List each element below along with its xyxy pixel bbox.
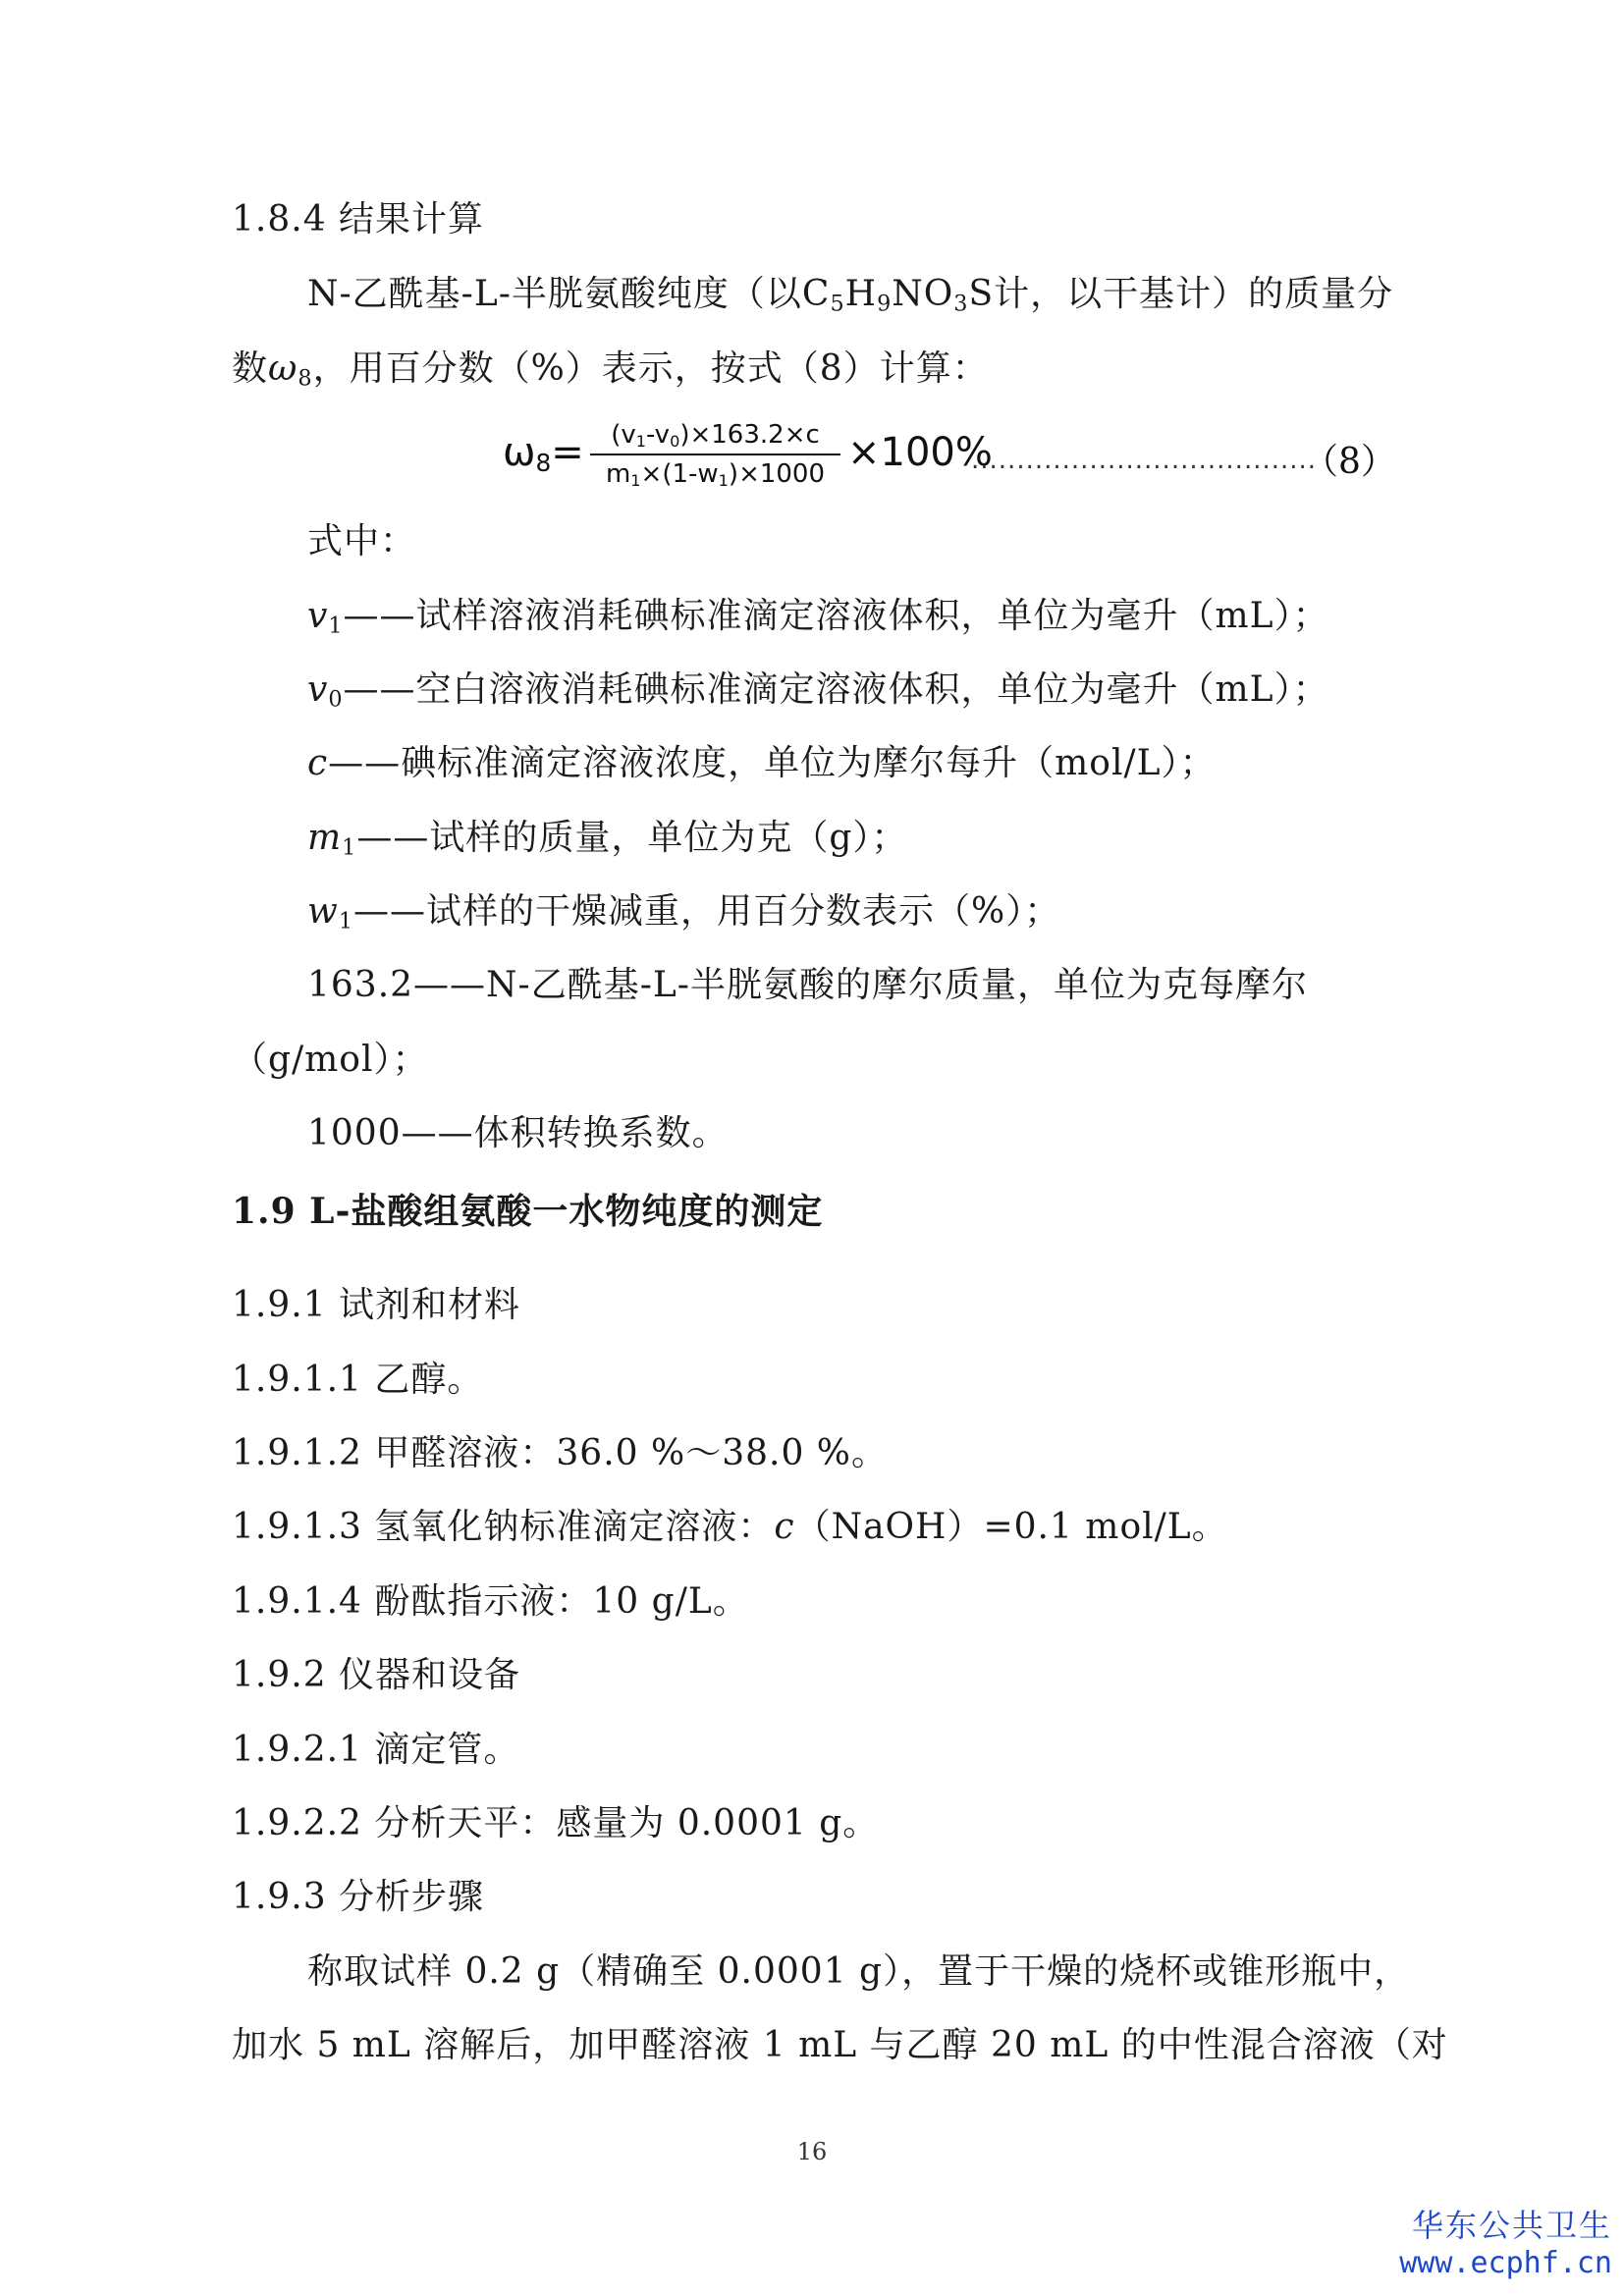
formula-rhs: ×100%	[847, 430, 993, 475]
definition-1000: 1000——体积转换系数。	[307, 1113, 729, 1153]
page-number: 16	[796, 2138, 828, 2165]
formula-8	[503, 416, 1396, 495]
formula-leader-dots: ......................................	[971, 446, 1318, 475]
formula-numerator: $(v_1-v_0)\times 163.2\times c$	[611, 420, 820, 452]
procedure-line-2: 加水 5 mL 溶解后，加甲醛溶液 1 mL 与乙醇 20 mL 的中性混合溶液（对	[232, 2025, 1448, 2065]
definition-163-2-line-2: （g/mol）；	[232, 1040, 429, 1080]
item-1-9-3: 1.9.3 分析步骤	[232, 1877, 485, 1917]
item-1-9-1-4: 1.9.1.4 酚酞指示液：10 g/L。	[232, 1581, 749, 1622]
item-1-9-2-1: 1.9.2.1 滴定管。	[232, 1730, 520, 1770]
formula-denominator: $m_1\times(1-w_1)\times 1000$	[605, 459, 826, 491]
item-1-9-1-3: 1.9.1.3 氢氧化钠标准滴定溶液：c（NaOH）=0.1 mol/L。	[232, 1507, 1228, 1547]
watermark-url: www.ecphf.cn	[1399, 2246, 1612, 2280]
fraction-bar	[590, 454, 840, 455]
item-1-9-2-2: 1.9.2.2 分析天平：感量为 0.0001 g。	[232, 1803, 880, 1843]
section-heading-1-9: 1.9 L-盐酸组氨酸一水物纯度的测定	[232, 1191, 824, 1232]
section-heading-1-8-4: 1.8.4 结果计算	[232, 199, 485, 240]
procedure-line-1: 称取试样 0.2 g（精确至 0.0001 g），置于干燥的烧杯或锥形瓶中，	[307, 1951, 1411, 1992]
formula-lhs: $\omega_8=$	[503, 430, 584, 478]
definition-w1: $w_1——$试样的干燥减重，用百分数表示（%）；	[307, 891, 1061, 934]
item-1-9-1: 1.9.1 试剂和材料	[232, 1285, 521, 1325]
definition-c: c——碘标准滴定溶液浓度，单位为摩尔每升（mol/L）；	[307, 743, 1217, 783]
where-label: 式中：	[307, 521, 417, 561]
definition-163-2-line-1: 163.2——N-乙酰基-L-半胱氨酸的摩尔质量，单位为克每摩尔	[307, 965, 1308, 1005]
definition-m1: $m_1——$试样的质量，单位为克（g）；	[307, 818, 908, 861]
item-1-9-1-1: 1.9.1.1 乙醇。	[232, 1360, 484, 1400]
intro-line-1: N-乙酰基-L-半胱氨酸纯度（以$C_5H_9NO_3S$计，以干基计）的质量分	[307, 274, 1394, 317]
watermark-title: 华东公共卫生	[1411, 2207, 1612, 2244]
formula-fraction	[590, 418, 840, 491]
definition-v0: $v_0——$空白溶液消耗碘标准滴定溶液体积，单位为毫升（mL）；	[307, 669, 1329, 713]
site-watermark	[1399, 2206, 1612, 2282]
item-1-9-2: 1.9.2 仪器和设备	[232, 1655, 521, 1695]
equation-number: （8）	[1303, 442, 1396, 482]
definition-v1: $v_1——$试样溶液消耗碘标准滴定溶液体积，单位为毫升（mL）；	[307, 596, 1329, 639]
intro-line-2: 数$\omega_8$，用百分数（%）表示，按式（8）计算：	[232, 348, 989, 392]
item-1-9-1-2: 1.9.1.2 甲醛溶液：36.0 %～38.0 %。	[232, 1433, 889, 1473]
